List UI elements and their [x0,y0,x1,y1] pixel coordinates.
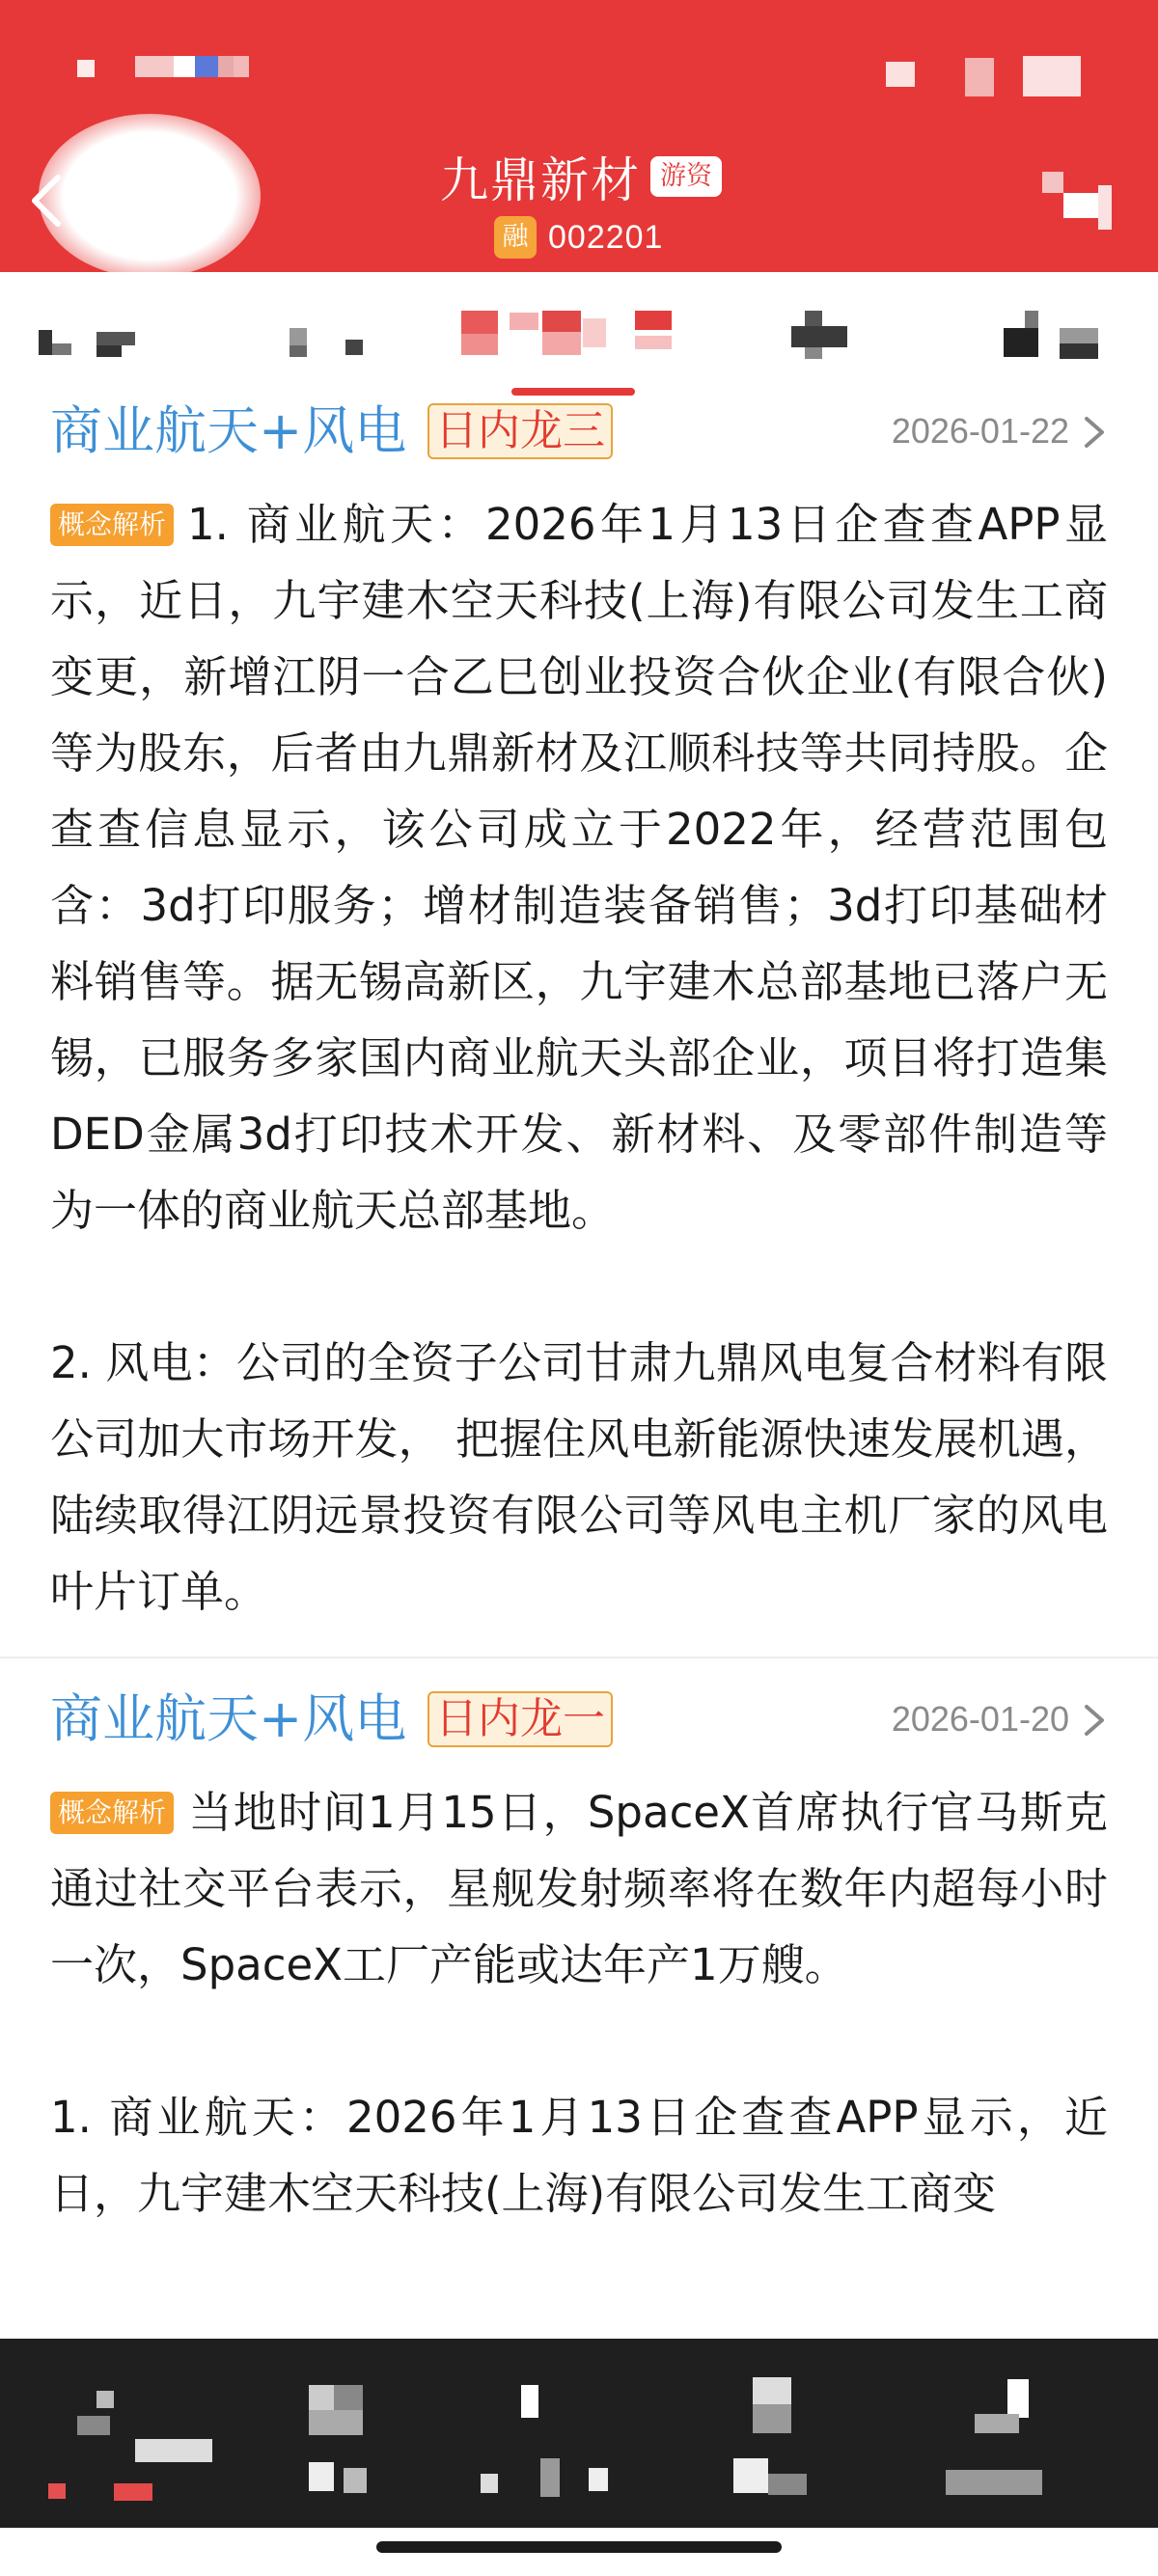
stock-name-text: 九鼎新材 [440,152,641,208]
stock-header [0,0,1158,272]
status-bar [0,0,1158,135]
stock-title [440,143,722,210]
stock-code-row [494,214,663,260]
status-bar-right-mosaic [878,52,1090,100]
news-card[interactable] [0,397,1158,1630]
status-bar-left-mosaic [77,54,261,83]
paragraph-text: 当地时间1月15日，SpaceX首席执行官马斯克通过社交平台表示，星舰发射频率将在数年内超每小时一次，SpaceX工厂产能或达年产1万艘。 [50,1787,1108,1990]
card-header [0,1685,1158,1753]
news-card[interactable] [0,1685,1158,2232]
tab-bar [0,272,1158,397]
card-date: 2026-01-22 [891,411,1069,451]
card-paragraph [50,1774,1108,2003]
paragraph-gap [50,1248,1108,1325]
avatar [39,114,261,278]
bottom-nav-item-2[interactable] [290,2358,444,2512]
header-action-icon[interactable] [1042,172,1119,249]
card-paragraph: 1. 商业航天：2026年1月13日企查查APP显示，近日，九宇建木空天科技(上海)有限公司发生工商变 [50,2092,1108,2219]
concept-analysis-tag: 概念解析 [50,504,174,546]
card-divider [0,1657,1158,1658]
card-title[interactable]: 商业航天+风电 [50,400,407,461]
tab-5[interactable] [1004,311,1100,378]
paragraph-text: 1. 商业航天：2026年1月13日企查查APP显示，近日，九宇建木空天科技(上海)有限公司发生工商变更，新增江阴一合乙巳创业投资合伙企业(有限合伙)等为股东，后者由九鼎新材及江顺科技等共同持股。企查查信息显示，该公司成立于2022年，经营范围包含：3d打印服务；增材制造装备销售；3d打印基础材料销售等。据无锡高新区，九宇建木总部基地已落户无锡，已服务多家国内商业航天头部企业，项目将打造集DED金属3d打印技术开发、新材料、及零部件制造等为一体的商业航天总部基地。 [50,499,1108,1236]
card-paragraph: 2. 风电：公司的全资子公司甘肃九鼎风电复合材料有限公司加大市场开发， 把握住风电新能源快速发展机遇， 陆续取得江阴远景投资有限公司等风电主机厂家的风电叶片订单。 [50,1337,1108,1617]
bottom-nav-item-5[interactable] [946,2358,1100,2512]
chevron-left-icon [27,172,66,230]
rank-badge: 日内龙三 [427,403,613,459]
tab-2[interactable] [286,311,372,378]
bottom-nav-item-1[interactable] [39,2358,193,2512]
margin-trading-tag: 融 [494,216,537,259]
bottom-nav-item-4[interactable] [733,2358,888,2512]
bottom-toolbar [0,2339,1158,2528]
bottom-nav-item-3[interactable] [473,2358,627,2512]
tab-4[interactable] [791,311,859,378]
back-button[interactable] [27,172,66,230]
paragraph-gap [50,2003,1108,2079]
card-header [0,397,1158,465]
card-date: 2026-01-20 [891,1699,1069,1739]
home-indicator[interactable] [376,2541,782,2553]
card-paragraph [50,486,1108,1248]
card-body [0,1774,1158,2232]
news-list [0,397,1158,2232]
card-title[interactable]: 商业航天+风电 [50,1688,407,1749]
chevron-right-icon[interactable] [1081,1703,1108,1738]
youzi-tag: 游资 [650,156,722,197]
chevron-right-icon[interactable] [1081,415,1108,450]
tab-active-indicator [511,388,635,396]
tab-1[interactable] [39,311,145,378]
rank-badge: 日内龙一 [427,1691,613,1747]
tab-3-active[interactable] [461,311,674,378]
stock-code: 002201 [548,218,664,256]
concept-analysis-tag: 概念解析 [50,1792,174,1834]
card-body [0,486,1158,1630]
